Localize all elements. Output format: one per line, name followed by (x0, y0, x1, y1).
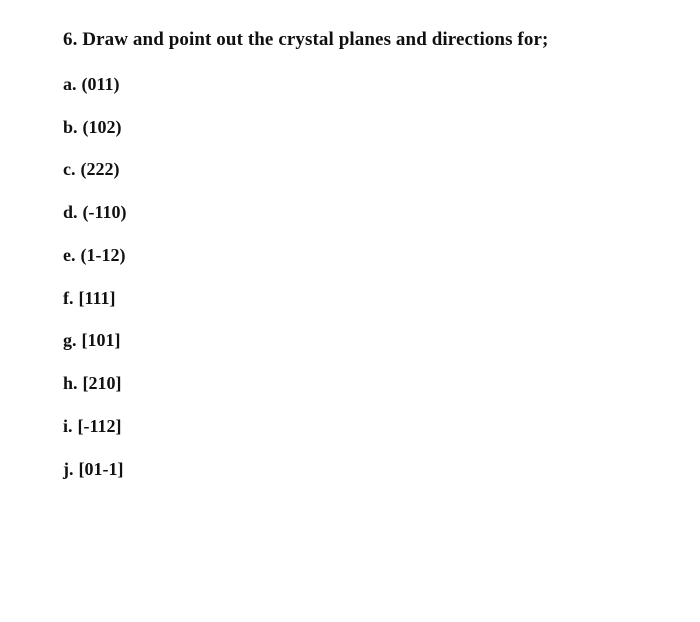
item-value: (-110) (82, 202, 127, 222)
item-label: d. (63, 202, 78, 222)
list-item-g (63, 330, 121, 351)
item-value: (1-12) (80, 245, 126, 265)
item-label: g. (63, 330, 77, 350)
list-item-d (63, 202, 127, 223)
item-value: [101] (81, 330, 121, 350)
item-label: c. (63, 159, 76, 179)
item-value: [-112] (77, 416, 122, 436)
item-value: (011) (81, 74, 120, 94)
list-item-e (63, 245, 125, 266)
list-item-c (63, 159, 120, 180)
item-label: i. (63, 416, 73, 436)
item-label: a. (63, 74, 77, 94)
item-label: h. (63, 373, 78, 393)
item-label: e. (63, 245, 76, 265)
question-heading: 6. Draw and point out the crystal planes and directions for; (63, 29, 549, 50)
list-item-b (63, 117, 122, 138)
list-item-f (63, 288, 116, 309)
list-item-a (63, 74, 120, 95)
list-item-j (63, 459, 123, 480)
item-value: [111] (78, 288, 116, 308)
item-label: f. (63, 288, 74, 308)
item-value: (222) (80, 159, 120, 179)
item-label: b. (63, 117, 78, 137)
item-value: (102) (82, 117, 122, 137)
list-item-h (63, 373, 122, 394)
item-label: j. (63, 459, 74, 479)
item-value: [01-1] (78, 459, 124, 479)
list-item-i (63, 416, 122, 437)
item-value: [210] (82, 373, 122, 393)
